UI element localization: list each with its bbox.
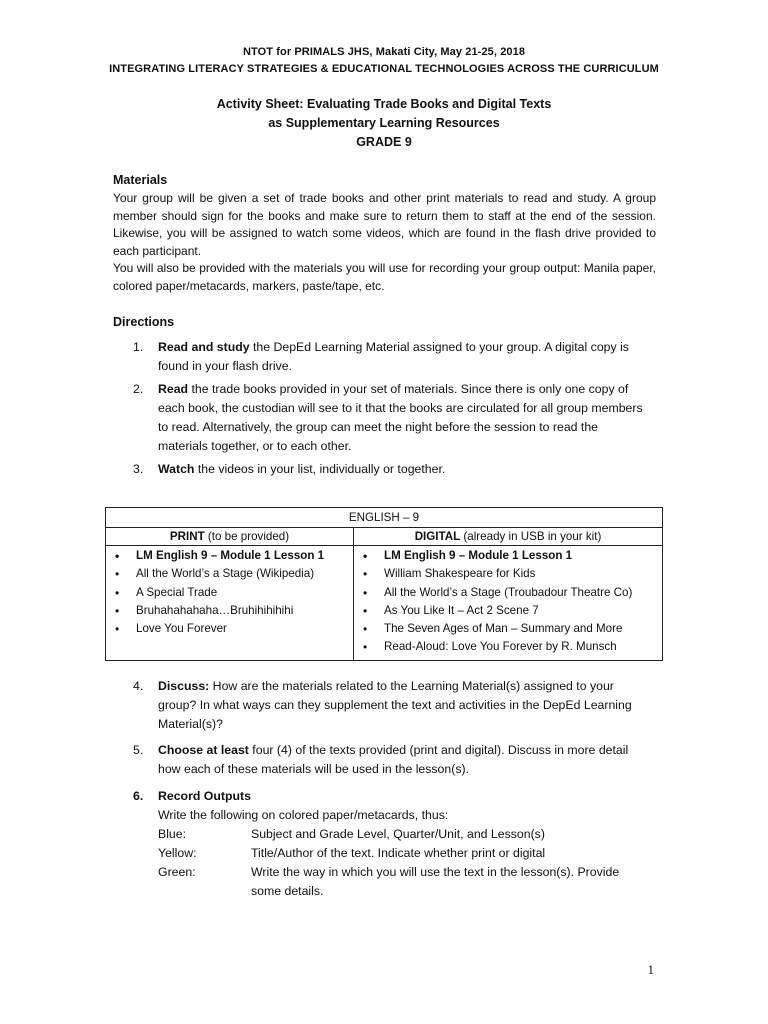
header-line-2: INTEGRATING LITERACY STRATEGIES & EDUCATIONAL TECHNOLOGIES ACROSS THE CURRICULUM <box>109 63 659 75</box>
materials-paragraph-2: You will also be provided with the materials you will use for recording your group output: Manila paper, colored paper/metacards, markers, paste/tape, etc. <box>113 261 656 293</box>
item-number: 5. <box>133 743 144 757</box>
materials-heading: Materials <box>113 173 168 187</box>
print-list-cell <box>106 546 354 661</box>
list-item: • As You Like It – Act 2 Scene 7 <box>354 602 662 620</box>
list-item: • Love You Forever <box>106 620 353 638</box>
document-page: NTOT for PRIMALS JHS, Makati City, May 21-25, 2018 INTEGRATING LITERACY STRATEGIES & EDUCATIONAL TECHNOLOGIES ACROSS THE CURRICULUM Activity Sheet: Evaluating Trade Books and Digital Texts as Supplementary Learning Resources GRADE 9 Materials Your group will be given a set of trade books and other print materials to read and study. A group member should sign for the books and make sure to return them to staff at the end of the session. Likewise, you will be assigned to watch some videos, which are found in the flash drive provided to each participant. You will also be provided with the materials you will use for recording your group output: Manila paper, colored paper/metacards, markers, paste/tape, etc. Directions 1. Read and study the DepEd Learning Material assigned to your group. A digital copy is found in your flash drive. 2. Read the trade books provided in your set of materials. Since there is only one copy of each book, the custodian will see to it that the books are circulated for all group members to read. Alternatively, the group can meet the night before the session to read the materials together, or to each other. 3. Watch the videos in your list, individually or together. ENGLISH – 9 PRINT (to be provided) DIGITAL (already in USB in your kit) • LM English 9 – Module 1 Lesson 1 • All the World’s a Stage (Wikipedia) • A Special Trade • Bruhahahahaha…Bruhihihihihi • Love You Forever • LM English 9 – Module 1 Lesson 1 • William Shakespeare for Kids • All the World’s a Stage (Troubadour Theatre Co) • As You Like It – Act 2 Scene 7 • The Seven Ages of Man – Summary and More • Read-Aloud: Love You Forever by R. Munsch 4. Discuss: How are the materials related to the Learning Material(s) assigned to your group? In what ways can they supplement the text and activities in the DepEd Learning Material(s)? 5. Choose at least four (4) of the texts provided (print and digital). Discuss in more detail how each of these materials will be used in the lesson(s). 6. Record Outputs Write the following on colored paper/metacards, thus: Blue: Subject and Grade Level, Quarter/Unit, and Lesson(s) Yellow: Title/Author of the text. Indicate whether print or digital Green: Write the way in which you will use the text in the lesson(s). Provide some details. 1 <box>0 0 768 1024</box>
header-line-1: NTOT for PRIMALS JHS, Makati City, May 21-25, 2018 <box>242 46 526 58</box>
digital-list-cell <box>354 546 663 661</box>
title-line-2: as Supplementary Learning Resources <box>268 116 500 130</box>
list-item: • LM English 9 – Module 1 Lesson 1 <box>106 547 353 565</box>
materials-paragraph-1: Your group will be given a set of trade books and other print materials to read and study. A group member should sign for the books and make sure to return them to staff at the end of the session. Likewise, you will be assigned to watch some videos, which are found in the flash drive provided to each participant. <box>113 191 656 258</box>
item-number: 6. <box>133 789 144 803</box>
item-number: 1. <box>133 340 144 354</box>
list-item: • All the World’s a Stage (Troubadour Theatre Co) <box>354 584 662 602</box>
item-number: 3. <box>133 462 144 476</box>
item-number: 4. <box>133 679 144 693</box>
print-column-header: PRINT (to be provided) <box>106 528 354 546</box>
list-item: • Read-Aloud: Love You Forever by R. Munsch <box>354 638 662 656</box>
list-item: • All the World’s a Stage (Wikipedia) <box>106 565 353 583</box>
table-caption: ENGLISH – 9 <box>106 508 663 528</box>
list-item: • A Special Trade <box>106 584 353 602</box>
title-grade: GRADE 9 <box>356 135 412 149</box>
list-item: • LM English 9 – Module 1 Lesson 1 <box>354 547 662 565</box>
digital-column-header: DIGITAL (already in USB in your kit) <box>354 528 663 546</box>
directions-heading: Directions <box>113 315 175 329</box>
list-item: • Bruhahahahaha…Bruhihihihihi <box>106 602 353 620</box>
list-item: • The Seven Ages of Man – Summary and More <box>354 620 662 638</box>
title-line-1: Activity Sheet: Evaluating Trade Books and Digital Texts <box>216 97 552 111</box>
list-item: • William Shakespeare for Kids <box>354 565 662 583</box>
page-number: 1 <box>647 962 654 977</box>
english-9-table <box>105 507 663 661</box>
item-number: 2. <box>133 382 144 396</box>
